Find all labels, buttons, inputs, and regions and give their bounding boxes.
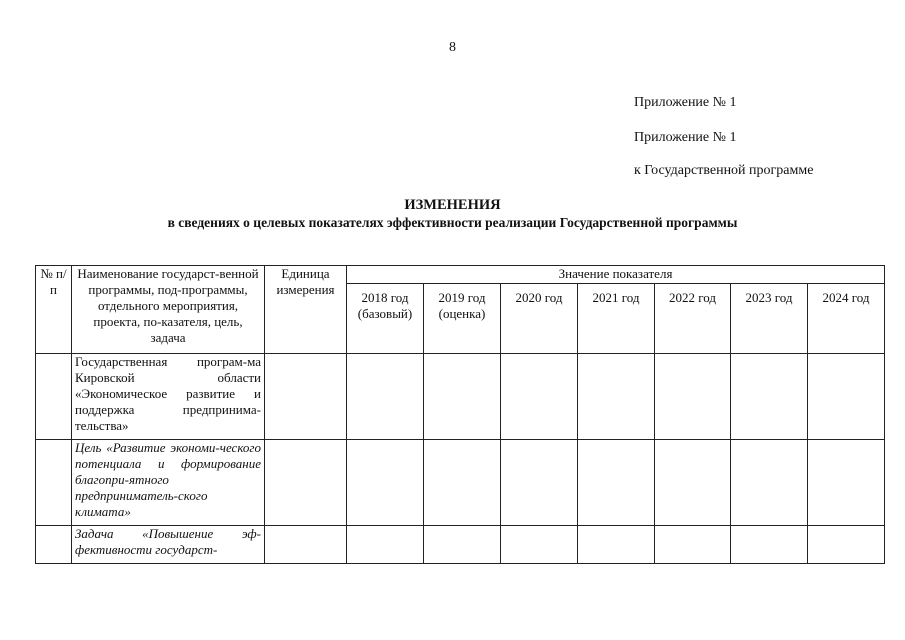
unit-cell [265, 526, 347, 564]
unit-cell [265, 440, 347, 526]
value-cell [424, 354, 501, 440]
year-label: 2018 год [361, 290, 409, 305]
value-cell [347, 526, 424, 564]
value-cell [501, 354, 578, 440]
unit-cell [265, 354, 347, 440]
value-cell [808, 526, 885, 564]
table-row [36, 440, 885, 526]
header-name: Наименование государст-венной программы, под-программы, отдельного мероприятия, проекта, по-казателя, цель, задача [72, 266, 265, 354]
indicators-table [35, 265, 885, 564]
value-cell [655, 526, 731, 564]
value-cell [731, 440, 808, 526]
appendix-line-1: Приложение № 1 [634, 95, 737, 110]
row-name-cell: Государственная програм-ма Кировской области «Экономическое развитие и поддержка предпринима-тельства» [72, 354, 265, 440]
value-cell [347, 440, 424, 526]
value-cell [347, 354, 424, 440]
row-name-cell: Задача «Повышение эф-фективности государст- [72, 526, 265, 564]
appendix-line-3: к Государственной программе [634, 163, 814, 178]
header-num: № п/п [36, 266, 72, 354]
row-num-cell [36, 526, 72, 564]
appendix-line-2: Приложение № 1 [634, 130, 737, 145]
value-cell [731, 526, 808, 564]
year-header-2023: 2023 год [731, 284, 808, 354]
value-cell [731, 354, 808, 440]
year-label: 2019 год [438, 290, 486, 305]
header-value: Значение показателя [347, 266, 885, 284]
value-cell [578, 440, 655, 526]
document-subtitle: в сведениях о целевых показателях эффективности реализации Государственной программы [167, 215, 738, 230]
table-row [36, 354, 885, 440]
value-cell [424, 440, 501, 526]
value-cell [808, 354, 885, 440]
year-header-2021: 2021 год [578, 284, 655, 354]
year-header-2018 [347, 284, 424, 354]
value-cell [501, 440, 578, 526]
document-title: ИЗМЕНЕНИЯ [404, 197, 501, 213]
row-num-cell [36, 440, 72, 526]
header-unit: Единица измерения [265, 266, 347, 354]
value-cell [655, 354, 731, 440]
year-header-2020: 2020 год [501, 284, 578, 354]
value-cell [655, 440, 731, 526]
year-note: (базовый) [357, 306, 413, 321]
row-name-cell: Цель «Развитие экономи-ческого потенциала и формирование благопри-ятного предприниматель-ского климата» [72, 440, 265, 526]
value-cell [578, 354, 655, 440]
value-cell [578, 526, 655, 564]
year-header-2022: 2022 год [655, 284, 731, 354]
year-header-2024: 2024 год [808, 284, 885, 354]
year-note: (оценка) [438, 306, 486, 321]
page-number: 8 [449, 40, 456, 55]
value-cell [808, 440, 885, 526]
year-header-2019 [424, 284, 501, 354]
value-cell [424, 526, 501, 564]
value-cell [501, 526, 578, 564]
row-num-cell [36, 354, 72, 440]
table-row [36, 526, 885, 564]
